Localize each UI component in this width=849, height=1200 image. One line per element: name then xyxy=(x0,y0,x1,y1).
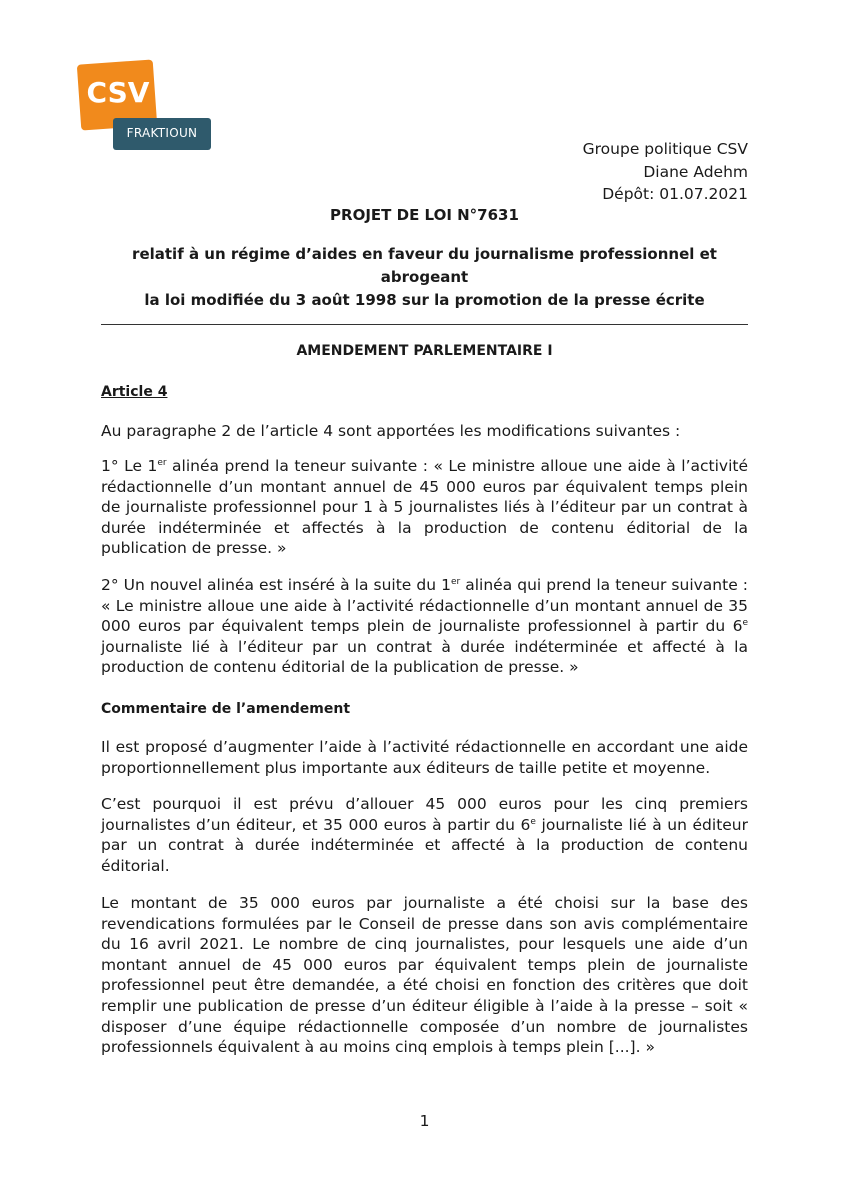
point-2-end: journaliste lié à l’éditeur par un contrat à durée indéterminée et affecté à la production de contenu éditorial de la publication de presse. » xyxy=(101,637,748,677)
point-1-paragraph xyxy=(101,456,748,559)
point-1-prefix: 1° Le 1 xyxy=(101,457,158,475)
bill-subtitle-line-1: relatif à un régime d’aides en faveur du journalisme professionnel et abrogeant xyxy=(132,245,717,286)
bill-title: PROJET DE LOI N°7631 xyxy=(330,206,519,224)
comment-paragraph-2-start: C’est pourquoi il est prévu d’allouer 45 000 euros pour les cinq premiers journalistes d’un éditeur, et 35 000 euros à partir du 6 xyxy=(101,795,748,834)
sender-group: Groupe politique CSV xyxy=(582,140,748,158)
sender-person: Diane Adehm xyxy=(643,162,748,181)
point-2-paragraph xyxy=(101,575,748,678)
comment-paragraph-1: Il est proposé d’augmenter l’aide à l’activité rédactionnelle en accordant une aide proportionnellement plus importante aux éditeurs de taille petite et moyenne. xyxy=(101,738,748,777)
sender-block xyxy=(583,138,748,206)
point-2-prefix: 2° Un nouvel alinéa est inséré à la suite du 1 xyxy=(101,576,451,594)
bill-subtitle xyxy=(101,243,748,312)
point-1-superscript: er xyxy=(157,458,167,468)
point-2-middle: alinéa qui prend la teneur suivante : « Le ministre alloue une aide à l’activité rédactionnelle d’un montant annuel de 35 000 euros par équivalent temps plein de journaliste professionnel à partir du 6 xyxy=(101,576,749,636)
comment-paragraph-2 xyxy=(101,794,748,876)
comment-paragraph-2-end: journaliste lié à un éditeur par un contrat à durée indéterminée et affecté à la production de contenu éditorial. xyxy=(101,815,748,875)
page-number: 1 xyxy=(419,1112,430,1130)
point-2-superscript-2: e xyxy=(742,618,748,629)
horizontal-rule xyxy=(101,324,748,325)
filing-date: Dépôt: 01.07.2021 xyxy=(602,185,748,203)
logo-main-text: CSV xyxy=(86,76,150,109)
article-heading: Article 4 xyxy=(101,384,168,400)
amendment-title: AMENDEMENT PARLEMENTAIRE I xyxy=(296,343,553,359)
bill-subtitle-line-2: la loi modifiée du 3 août 1998 sur la promotion de la presse écrite xyxy=(144,291,705,309)
comment-paragraph-2-superscript: e xyxy=(530,816,536,827)
logo-sub-text: FRAKTIOUN xyxy=(126,126,198,140)
intro-paragraph: Au paragraphe 2 de l’article 4 sont apportées les modifications suivantes : xyxy=(101,422,681,440)
point-2-superscript-1: er xyxy=(450,577,461,587)
comment-heading: Commentaire de l’amendement xyxy=(101,701,351,717)
point-1-text: alinéa prend la teneur suivante : « Le ministre alloue une aide à l’activité rédactionnelle d’un montant annuel de 45 000 euros par équivalent temps plein de journaliste professionnel pour 1 à 5 journalistes liés à l’éditeur par un contrat à durée indéterminée et affectés à la production de contenu éditorial de la publication de presse. » xyxy=(101,457,748,558)
comment-paragraph-3: Le montant de 35 000 euros par journaliste a été choisi sur la base des revendications formulées par le Conseil de presse dans son avis complémentaire du 16 avril 2021. Le nombre de cinq journalistes, pour lesquels une aide d’un montant annuel de 45 000 euros par équivalent temps plein de journaliste professionnel peut être demandée, a été choisi en fonction des critères que doit remplir une publication de presse d’un éditeur éligible à l’aide à la presse – soit « disposer d’une équipe rédactionnelle composée d’un nombre de journalistes professionnels équivalent à au moins cinq emplois à temps plein [...]. » xyxy=(101,894,748,1057)
csv-logo xyxy=(79,58,214,154)
